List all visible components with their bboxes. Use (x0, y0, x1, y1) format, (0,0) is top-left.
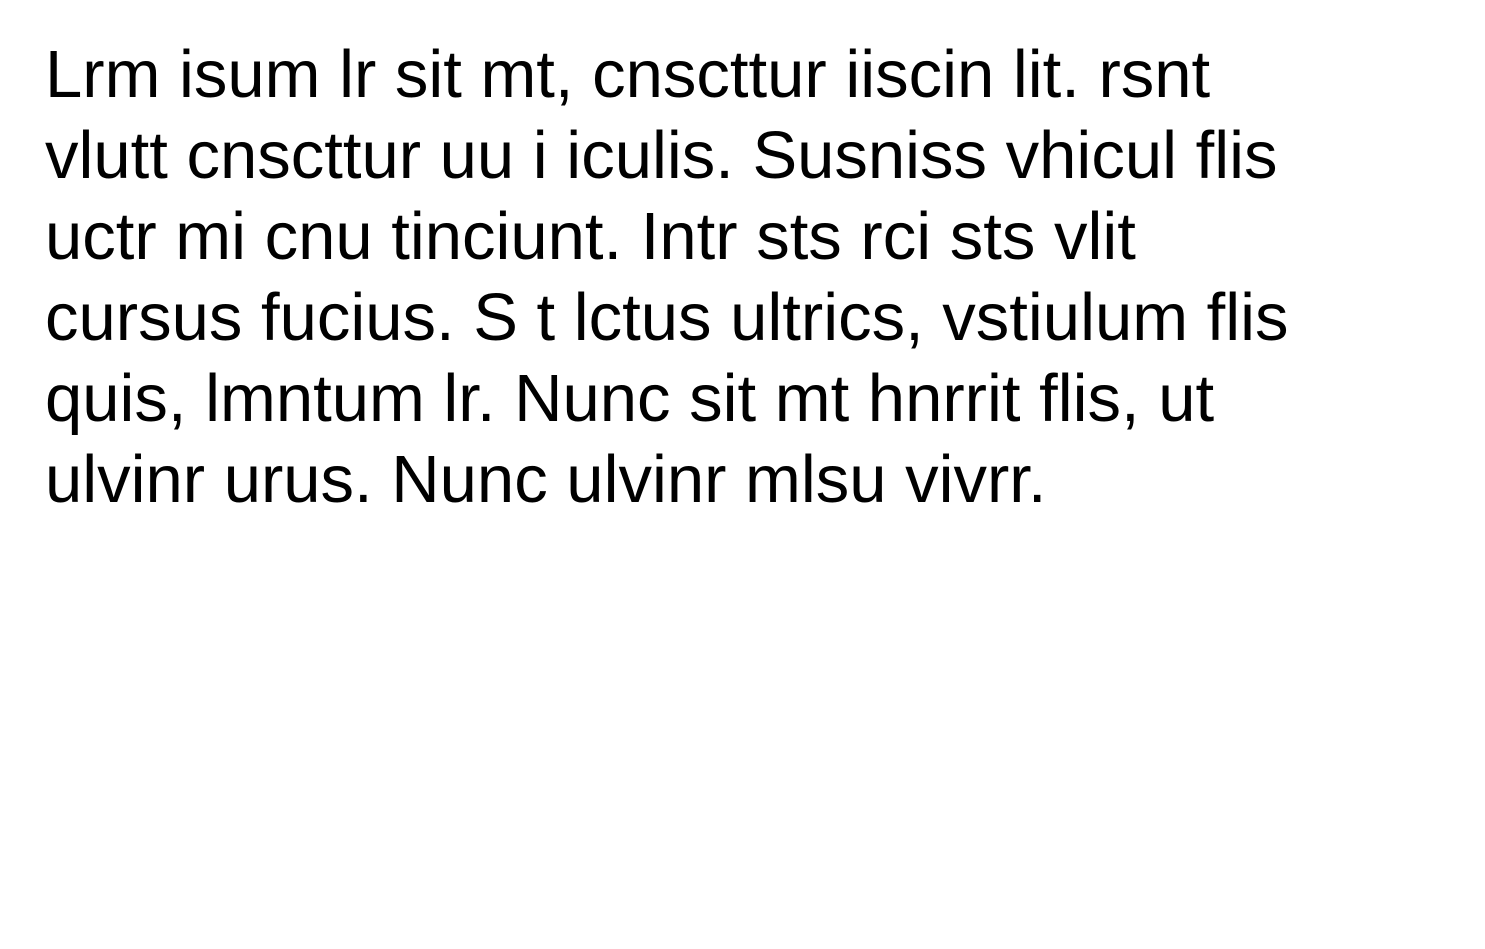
paragraph-line-2: vlutt cnscttur uu i iculis. Susniss vhicul flis (45, 118, 1278, 193)
paragraph-line-4: cursus fucius. S t lctus ultrics, vstiulum flis (45, 280, 1289, 355)
paragraph-line-6: ulvinr urus. Nunc ulvinr mlsu vivrr. (45, 442, 1047, 517)
body-paragraph (45, 34, 1445, 520)
paragraph-line-3: uctr mi cnu tinciunt. Intr sts rci sts vlit (45, 199, 1136, 274)
paragraph-line-5: quis, lmntum lr. Nunc sit mt hnrrit flis, ut (45, 361, 1215, 436)
paragraph-line-1: Lrm isum lr sit mt, cnscttur iiscin lit. rsnt (45, 37, 1211, 112)
